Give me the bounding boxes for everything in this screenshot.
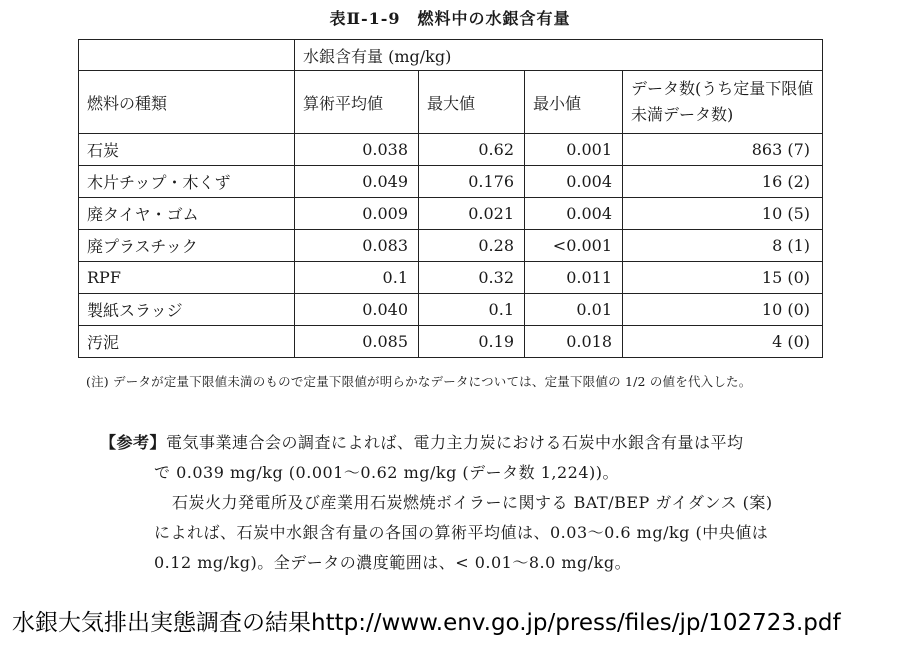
mean-cell: 0.009 xyxy=(295,198,419,230)
fuel-cell: 木片チップ・木くず xyxy=(79,166,295,198)
min-cell: <0.001 xyxy=(525,230,623,262)
count-cell: 10 (0) xyxy=(623,294,823,326)
min-cell: 0.01 xyxy=(525,294,623,326)
table-footnote: (注) データが定量下限値未満のもので定量下限値が明らかなデータについては、定量下限値の 1/2 の値を代入した。 xyxy=(86,374,752,389)
min-cell: 0.001 xyxy=(525,134,623,166)
column-header-min: 最小値 xyxy=(525,71,623,134)
min-cell: 0.004 xyxy=(525,166,623,198)
mean-cell: 0.038 xyxy=(295,134,419,166)
count-cell: 10 (5) xyxy=(623,198,823,230)
fuel-cell: 廃プラスチック xyxy=(79,230,295,262)
min-cell: 0.018 xyxy=(525,326,623,358)
table-row xyxy=(79,166,823,198)
column-header-mean: 算術平均値 xyxy=(295,71,419,134)
fuel-cell: 汚泥 xyxy=(79,326,295,358)
fuel-cell: 石炭 xyxy=(79,134,295,166)
count-cell: 16 (2) xyxy=(623,166,823,198)
fuel-cell: RPF xyxy=(79,262,295,294)
reference-line-3: 石炭火力発電所及び産業用石炭燃焼ボイラーに関する BAT/BEP ガイダンス (案) xyxy=(172,493,773,512)
mean-cell: 0.1 xyxy=(295,262,419,294)
mean-cell: 0.049 xyxy=(295,166,419,198)
max-cell: 0.32 xyxy=(419,262,525,294)
count-cell: 15 (0) xyxy=(623,262,823,294)
reference-text-1: 電気事業連合会の調査によれば、電力主力炭における石炭中水銀含有量は平均 xyxy=(166,433,744,452)
mean-cell: 0.085 xyxy=(295,326,419,358)
reference-label: 【参考】 xyxy=(100,433,167,452)
fuel-cell: 製紙スラッジ xyxy=(79,294,295,326)
min-cell: 0.011 xyxy=(525,262,623,294)
reference-line-2: で 0.039 mg/kg (0.001～0.62 mg/kg (データ数 1,224))。 xyxy=(154,463,620,482)
max-cell: 0.62 xyxy=(419,134,525,166)
max-cell: 0.176 xyxy=(419,166,525,198)
table-row xyxy=(79,198,823,230)
reference-section xyxy=(100,428,840,578)
max-cell: 0.28 xyxy=(419,230,525,262)
table-title: 表Ⅱ-1-9 燃料中の水銀含有量 xyxy=(329,9,571,28)
count-cell: 4 (0) xyxy=(623,326,823,358)
fuel-cell: 廃タイヤ・ゴム xyxy=(79,198,295,230)
max-cell: 0.1 xyxy=(419,294,525,326)
unit-header-row xyxy=(79,40,823,71)
table-row xyxy=(79,230,823,262)
column-header-max: 最大値 xyxy=(419,71,525,134)
empty-corner-cell xyxy=(79,40,295,71)
count-cell: 863 (7) xyxy=(623,134,823,166)
table-row xyxy=(79,134,823,166)
unit-header: 水銀含有量 (mg/kg) xyxy=(295,40,823,71)
max-cell: 0.021 xyxy=(419,198,525,230)
column-header-count: データ数(うち定量下限値未満データ数) xyxy=(623,71,823,134)
table-row xyxy=(79,262,823,294)
table-row xyxy=(79,294,823,326)
reference-line-1 xyxy=(100,428,840,458)
mercury-content-table xyxy=(78,39,823,358)
table-row xyxy=(79,326,823,358)
column-header-fuel: 燃料の種類 xyxy=(79,71,295,134)
count-cell: 8 (1) xyxy=(623,230,823,262)
mean-cell: 0.040 xyxy=(295,294,419,326)
min-cell: 0.004 xyxy=(525,198,623,230)
column-header-row xyxy=(79,71,823,134)
reference-line-4: によれば、石炭中水銀含有量の各国の算術平均値は、0.03～0.6 mg/kg (中央値は xyxy=(154,523,769,542)
reference-line-5: 0.12 mg/kg)。全データの濃度範囲は、< 0.01～8.0 mg/kg。 xyxy=(154,553,632,572)
max-cell: 0.19 xyxy=(419,326,525,358)
source-citation: 水銀大気排出実態調査の結果http://www.env.go.jp/press/files/jp/102723.pdf xyxy=(12,610,841,636)
mean-cell: 0.083 xyxy=(295,230,419,262)
